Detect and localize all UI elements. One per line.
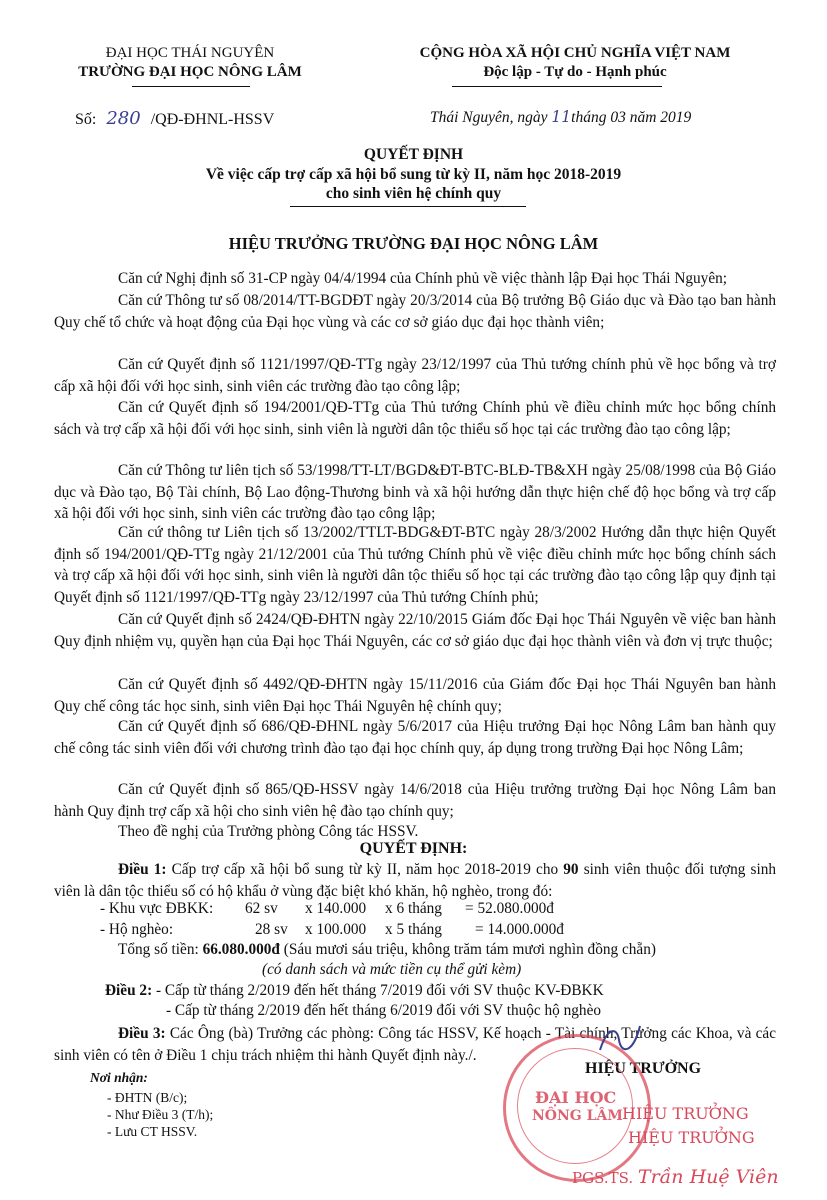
sum-value: 66.080.000đ	[202, 941, 280, 958]
date-prefix: Thái Nguyên, ngày	[430, 109, 548, 126]
decision-subject-line1: Về việc cấp trợ cấp xã hội bổ sung từ kỳ II, năm học 2018-2019	[205, 166, 622, 183]
recipient-item: - ĐHTN (B/c);	[107, 1090, 188, 1105]
article-3-label: Điều 3:	[118, 1025, 166, 1042]
document-date	[430, 108, 691, 127]
row-label: - Khu vực ĐBKK:	[100, 900, 214, 917]
basis-6: Căn cứ thông tư Liên tịch số 13/2002/TTLT-BDG&ĐT-BTC ngày 28/3/2002 Hướng dẫn thực hiện Quyết định số 194/2001/QĐ-TTg ngày 21/12/2001 của Thủ tướng Chính phủ về việc điều chỉnh mức học bổng chính sách và trợ cấp xã hội đối với học sinh, sinh viên là người dân tộc thiểu số học tại các trường đào tạo công lập quy định tại Quyết định số 1121/1997/QĐ-TTg ngày 23/12/1997 của Thủ tướng Chính phủ;	[54, 524, 776, 606]
date-day-handwritten: 11	[551, 108, 572, 126]
signer-title: HIỆU TRƯỞNG	[585, 1060, 702, 1077]
subject-underline	[290, 206, 526, 207]
article-2-text1: - Cấp từ tháng 2/2019 đến hết tháng 7/2019 đối với SV thuộc KV-ĐBKK	[156, 982, 604, 999]
basis-11: Theo đề nghị của Trưởng phòng Công tác HSSV.	[118, 823, 419, 840]
signer-name	[572, 1166, 779, 1188]
article-1	[54, 859, 776, 902]
date-suffix: tháng 03 năm 2019	[571, 109, 692, 126]
row-sv: 28 sv	[255, 921, 288, 938]
authority-heading: HIỆU TRƯỞNG TRƯỜNG ĐẠI HỌC NÔNG LÂM	[228, 234, 599, 253]
recipient-item: - Như Điều 3 (T/h);	[107, 1107, 214, 1122]
basis-4: Căn cứ Quyết định số 194/2001/QĐ-TTg của Thủ tướng Chính phủ về điều chỉnh mức học bổng chính sách và trợ cấp xã hội đối với học sinh, sinh viên là người dân tộc thiểu số học tại các trường đào tạo công lập;	[54, 399, 776, 438]
number-suffix: /QĐ-ĐHNL-HSSV	[150, 111, 275, 128]
decision-heading: QUYẾT ĐỊNH:	[359, 840, 468, 857]
signature-scribble-icon	[595, 1020, 645, 1060]
number-prefix: Số:	[75, 111, 97, 128]
sum-line	[118, 941, 656, 959]
kt-line-1: HIỆU TRƯỞNG	[622, 1104, 749, 1123]
recipient-item: - Lưu CT HSSV.	[107, 1124, 198, 1139]
basis-10: Căn cứ Quyết định số 865/QĐ-HSSV ngày 14/6/2018 của Hiệu trưởng trường Đại học Nông Lâm ban hành Quy định trợ cấp xã hội cho sinh viên hệ đào tạo chính quy;	[54, 781, 776, 820]
agency-name: ĐẠI HỌC THÁI NGUYÊN	[105, 45, 275, 61]
stamp-line-1: ĐẠI HỌC	[535, 1088, 617, 1107]
school-underline	[132, 86, 250, 87]
row-rate: x 100.000	[305, 921, 367, 938]
document-number	[75, 108, 274, 129]
row-total: = 52.080.000đ	[465, 900, 554, 917]
row-total: = 14.000.000đ	[475, 921, 564, 938]
article-1-text-b: sinh viên thuộc đối tượng sinh viên là dân tộc thiểu số có hộ khẩu ở vùng đặc biệt khó khăn, hộ nghèo, trong đó:	[54, 861, 777, 900]
article-1-count: 90	[563, 861, 579, 878]
number-handwritten: 280	[106, 108, 141, 129]
article-2-line2: - Cấp từ tháng 2/2019 đến hết tháng 6/2019 đối với SV thuộc hộ nghèo	[166, 1002, 602, 1019]
signer-fullname: Trần Huệ Viên	[637, 1166, 779, 1188]
row-sv: 62 sv	[245, 900, 278, 917]
stamp-line-2: NÔNG LÂM	[532, 1108, 623, 1124]
basis-8: Căn cứ Quyết định số 4492/QĐ-ĐHTN ngày 15/11/2016 của Giám đốc Đại học Thái Nguyên ban hành Quy chế công tác học sinh, sinh viên Đại học Thái Nguyên hệ chính quy;	[54, 676, 776, 715]
article-2-line1	[105, 982, 604, 1000]
basis-2: Căn cứ Thông tư số 08/2014/TT-BGDĐT ngày 20/3/2014 của Bộ trưởng Bộ Giáo dục và Đào tạo ban hành Quy chế tổ chức và hoạt động của Đại học vùng và các cơ sở giáo dục đại học thành viên;	[54, 292, 776, 331]
basis-9: Căn cứ Quyết định số 686/QĐ-ĐHNL ngày 5/6/2017 của Hiệu trưởng Đại học Nông Lâm ban hành quy chế công tác sinh viên đối với chương trình đào tạo đại học chính quy, áp dụng trong trường Đại học Nông Lâm;	[54, 718, 776, 757]
row-months: x 5 tháng	[385, 921, 442, 938]
national-title: CỘNG HÒA XÃ HỘI CHỦ NGHĨA VIỆT NAM	[419, 45, 731, 61]
row-label: - Hộ nghèo:	[100, 921, 174, 938]
school-name: TRƯỜNG ĐẠI HỌC NÔNG LÂM	[78, 64, 302, 80]
article-2-label: Điều 2:	[105, 982, 153, 999]
article-1-label: Điều 1:	[118, 861, 167, 878]
sum-label: Tổng số tiền:	[118, 941, 199, 958]
national-motto: Độc lập - Tự do - Hạnh phúc	[483, 64, 667, 80]
row-rate: x 140.000	[305, 900, 367, 917]
basis-5: Căn cứ Thông tư liên tịch số 53/1998/TT-LT/BGD&ĐT-BTC-BLĐ-TB&XH ngày 25/08/1998 của Bộ Giáo dục và Đào tạo, Bộ Tài chính, Bộ Lao động-Thương binh và xã hội hướng dẫn thực hiện chế độ học bổng và trợ cấp xã hội đối với học sinh, sinh viên các trường đào tạo công lập;	[54, 462, 776, 522]
row-months: x 6 tháng	[385, 900, 442, 917]
attachment-note: (có danh sách và mức tiền cụ thể gửi kèm)	[262, 961, 522, 978]
basis-3: Căn cứ Quyết định số 1121/1997/QĐ-TTg ngày 23/12/1997 của Thủ tướng chính phủ về học bổng và trợ cấp xã hội đối với học sinh, sinh viên các trường đào tạo công lập;	[54, 356, 776, 395]
recipients-heading: Nơi nhận:	[90, 1070, 148, 1085]
decision-subject-line2: cho sinh viên hệ chính quy	[325, 185, 502, 202]
motto-underline	[452, 86, 662, 87]
basis-1: Căn cứ Nghị định số 31-CP ngày 04/4/1994 của Chính phủ về việc thành lập Đại học Thái Nguyên;	[118, 270, 728, 287]
sum-words: (Sáu mươi sáu triệu, không trăm tám mươi nghìn đồng chẵn)	[283, 941, 656, 958]
kt-line-2: HIỆU TRƯỞNG	[628, 1128, 755, 1147]
basis-7: Căn cứ Quyết định số 2424/QĐ-ĐHTN ngày 22/10/2015 Giám đốc Đại học Thái Nguyên về việc ban hành Quy định nhiệm vụ, quyền hạn của Đại học Thái Nguyên, các cơ sở giáo dục đại học thành viên và đơn vị trực thuộc;	[54, 611, 776, 650]
article-3-text: Các Ông (bà) Trưởng các phòng: Công tác HSSV, Kế hoạch - Tài chính, Trưởng các Khoa, và các sinh viên có tên ở Điều 1 chịu trách nhiệm thi hành Quyết định này./.	[54, 1025, 776, 1064]
signer-degree: PGS.TS.	[572, 1169, 634, 1187]
decision-title: QUYẾT ĐỊNH	[363, 146, 464, 163]
article-1-text-a: Cấp trợ cấp xã hội bổ sung từ kỳ II, năm học 2018-2019 cho	[171, 861, 559, 878]
